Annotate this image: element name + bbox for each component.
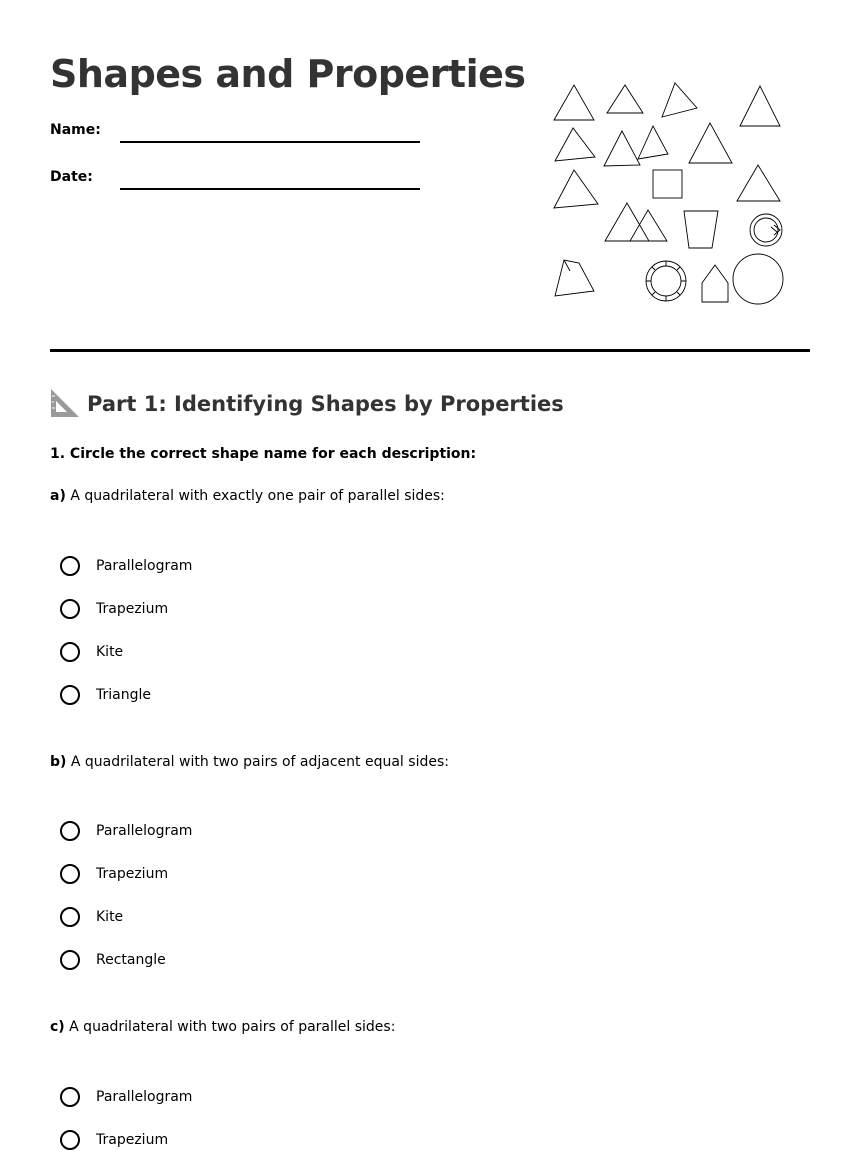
option-b-rectangle[interactable] bbox=[60, 948, 166, 972]
radio-circle[interactable] bbox=[60, 907, 80, 927]
question-a bbox=[50, 486, 445, 506]
part-1-heading: Part 1: Identifying Shapes by Properties bbox=[87, 392, 564, 416]
option-label: Triangle bbox=[96, 687, 151, 703]
question-c bbox=[50, 1017, 395, 1037]
question-b bbox=[50, 752, 449, 772]
option-a-trapezium[interactable] bbox=[60, 597, 168, 621]
question-b-text: A quadrilateral with two pairs of adjacent equal sides: bbox=[70, 754, 449, 770]
question-a-text: A quadrilateral with exactly one pair of parallel sides: bbox=[70, 488, 445, 504]
date-label: Date: bbox=[50, 169, 93, 185]
option-label: Trapezium bbox=[96, 1132, 169, 1148]
option-a-parallelogram[interactable] bbox=[60, 554, 192, 578]
option-label: Kite bbox=[96, 909, 124, 925]
question-c-text: A quadrilateral with two pairs of parallel sides: bbox=[69, 1019, 396, 1035]
page-title: Shapes and Properties bbox=[50, 52, 526, 96]
set-square-icon bbox=[50, 388, 80, 418]
option-label: Parallelogram bbox=[96, 558, 193, 574]
question-1-instruction: 1. Circle the correct shape name for each description: bbox=[50, 446, 477, 462]
radio-circle[interactable] bbox=[60, 821, 80, 841]
option-c-parallelogram[interactable] bbox=[60, 1085, 192, 1109]
option-label: Trapezium bbox=[96, 601, 169, 617]
option-label: Parallelogram bbox=[96, 823, 193, 839]
question-a-letter: a) bbox=[50, 488, 66, 504]
date-field[interactable] bbox=[50, 167, 420, 191]
date-input-line[interactable] bbox=[120, 188, 420, 190]
shapes-collage-icon bbox=[545, 75, 795, 315]
radio-circle[interactable] bbox=[60, 1130, 80, 1150]
option-label: Parallelogram bbox=[96, 1089, 193, 1105]
option-label: Trapezium bbox=[96, 866, 169, 882]
radio-circle[interactable] bbox=[60, 556, 80, 576]
option-label: Kite bbox=[96, 644, 124, 660]
section-divider bbox=[50, 349, 810, 352]
name-label: Name: bbox=[50, 122, 101, 138]
radio-circle[interactable] bbox=[60, 864, 80, 884]
radio-circle[interactable] bbox=[60, 599, 80, 619]
radio-circle[interactable] bbox=[60, 950, 80, 970]
question-b-letter: b) bbox=[50, 754, 67, 770]
radio-circle[interactable] bbox=[60, 1087, 80, 1107]
option-b-parallelogram[interactable] bbox=[60, 819, 192, 843]
name-input-line[interactable] bbox=[120, 141, 420, 143]
option-label: Rectangle bbox=[96, 952, 166, 968]
option-a-triangle[interactable] bbox=[60, 683, 151, 707]
radio-circle[interactable] bbox=[60, 685, 80, 705]
option-a-kite[interactable] bbox=[60, 640, 123, 664]
option-c-trapezium[interactable] bbox=[60, 1128, 168, 1152]
question-c-letter: c) bbox=[50, 1019, 65, 1035]
option-b-kite[interactable] bbox=[60, 905, 123, 929]
radio-circle[interactable] bbox=[60, 642, 80, 662]
name-field[interactable] bbox=[50, 120, 420, 144]
option-b-trapezium[interactable] bbox=[60, 862, 168, 886]
